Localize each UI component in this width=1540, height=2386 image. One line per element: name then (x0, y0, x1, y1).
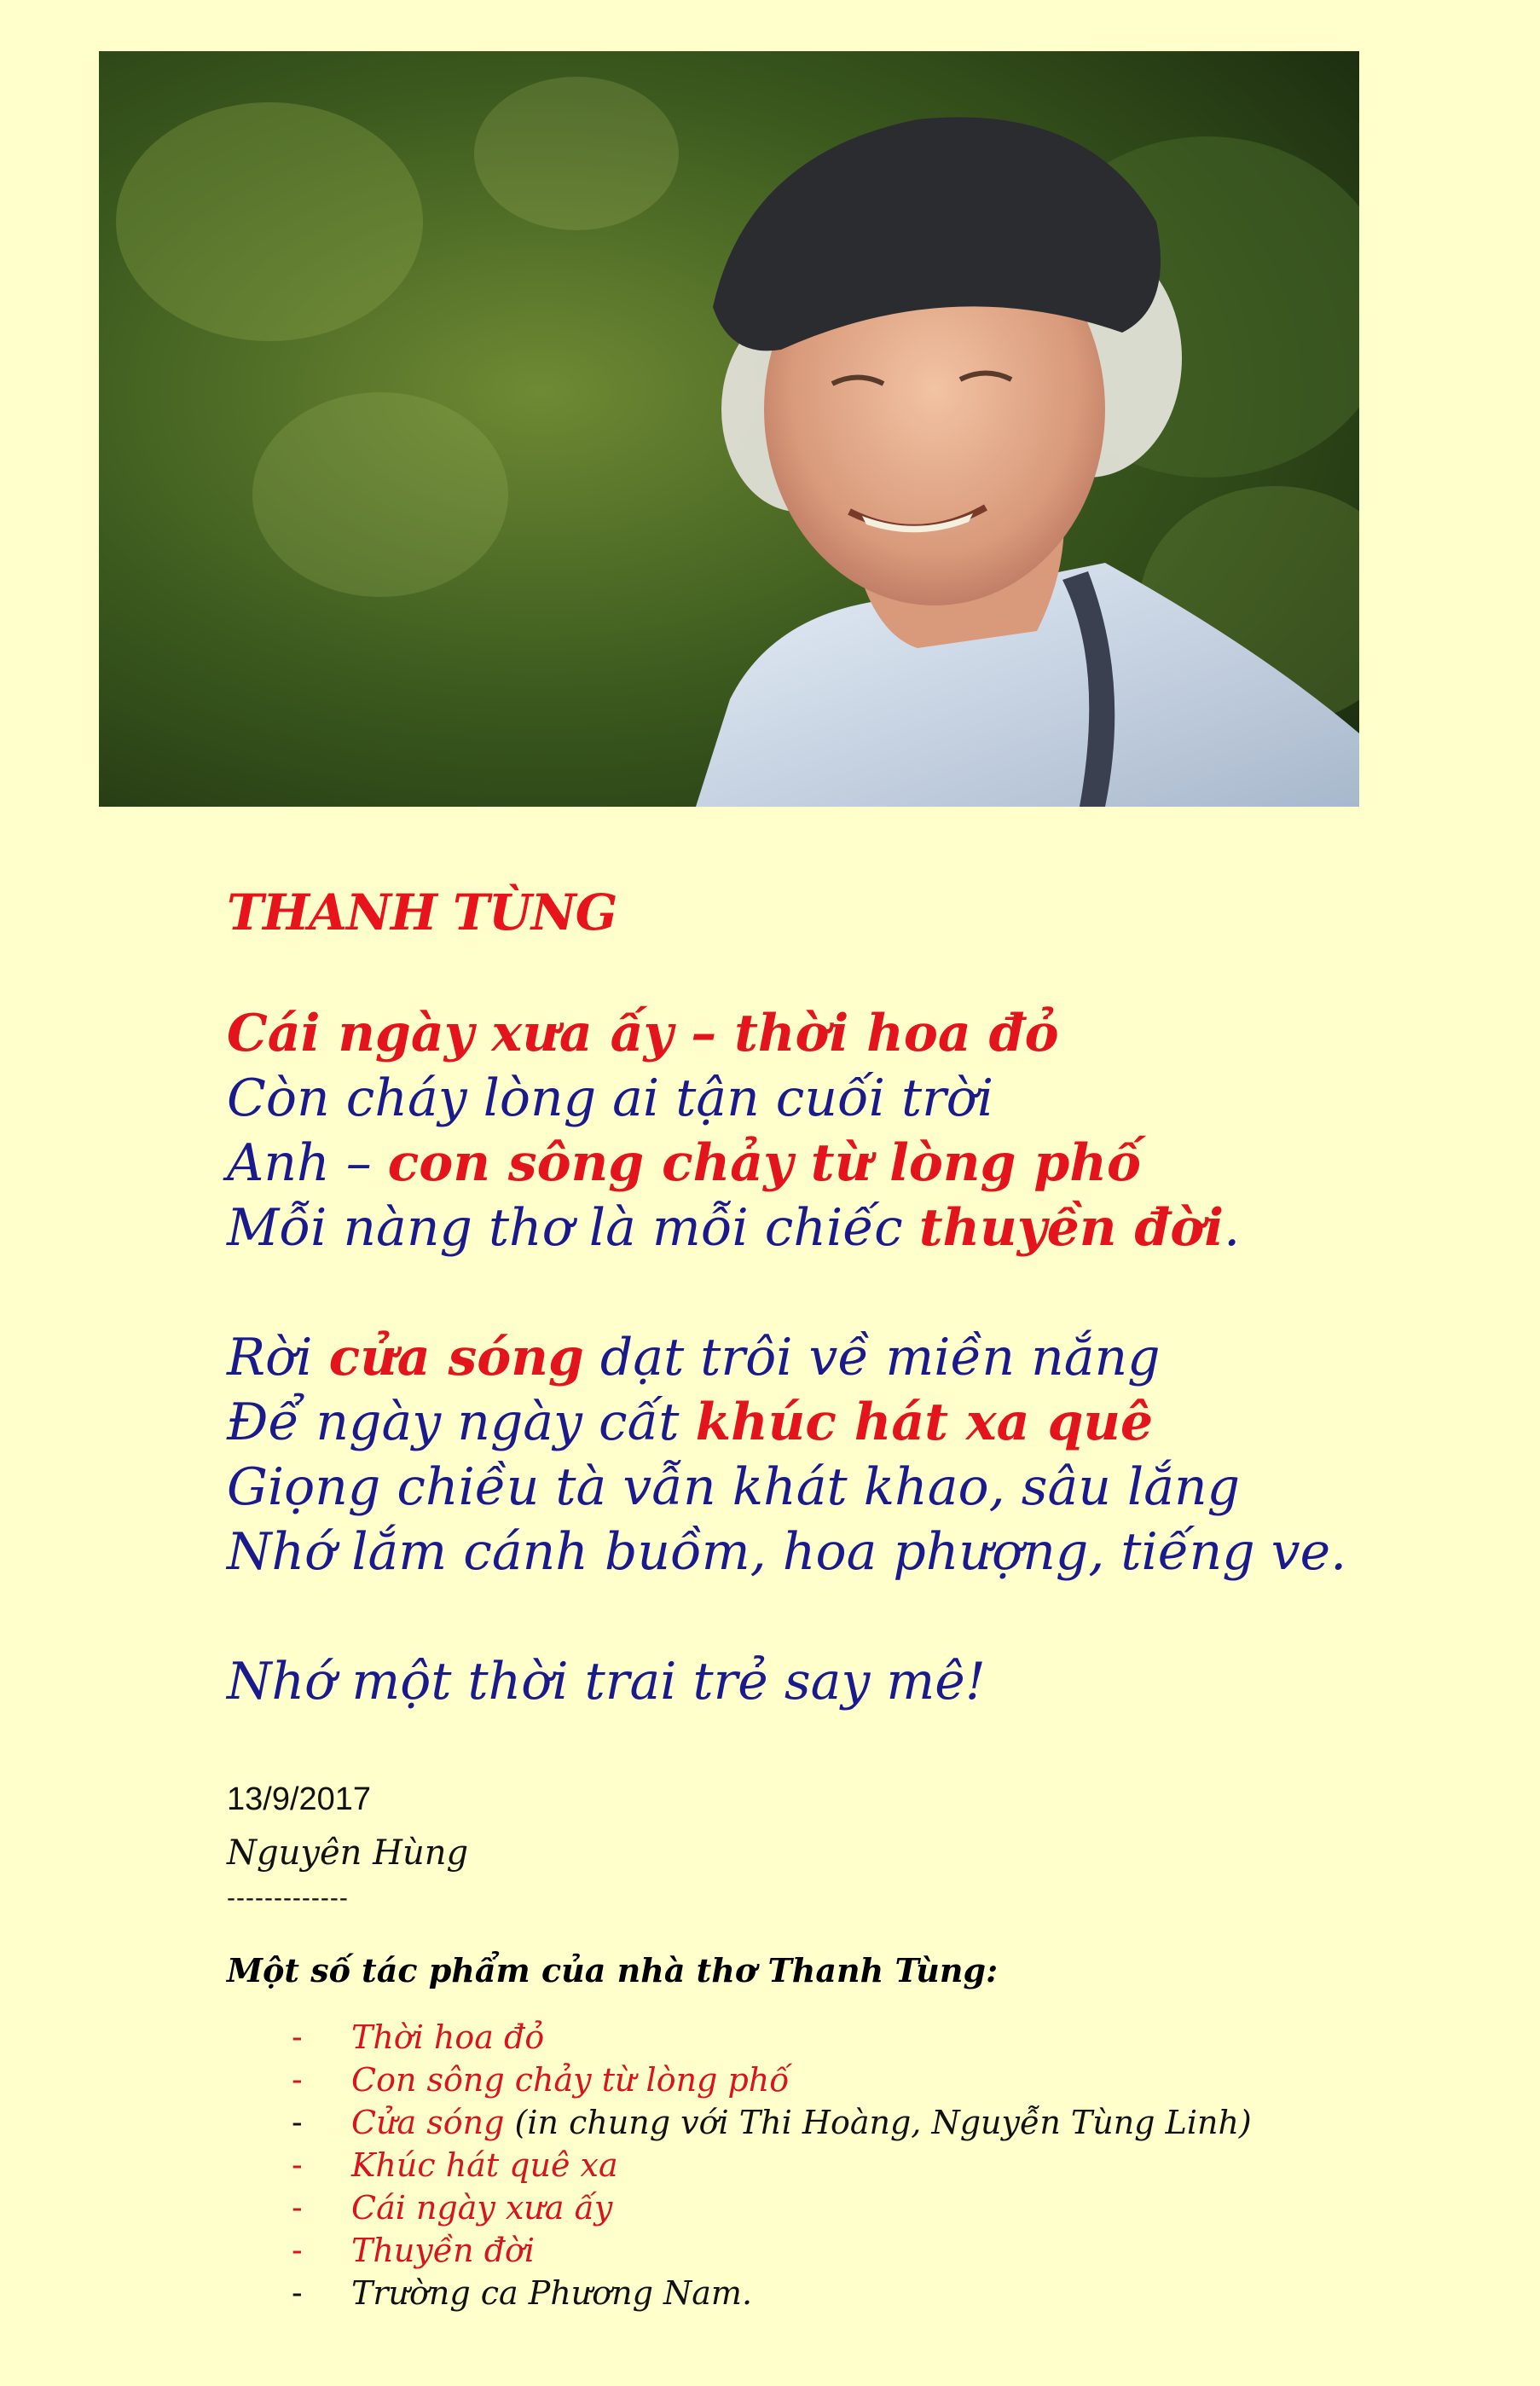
work-title: Con sông chảy từ lòng phố (351, 2061, 790, 2099)
list-item (292, 2059, 1472, 2101)
poem-date: 13/9/2017 (227, 1781, 372, 1817)
verse-text: Mỗi nàng thơ là mỗi chiếc (227, 1198, 919, 1258)
work-title: Trường ca Phương Nam. (351, 2274, 753, 2312)
highlight-text: con sông chảy từ lòng phố (387, 1133, 1141, 1193)
verse-text: Còn cháy lòng ai tận cuối trời (227, 1068, 994, 1128)
list-item (292, 2101, 1472, 2144)
poem-line (227, 1196, 1472, 1260)
list-item (292, 2229, 1472, 2272)
verse-text: Để ngày ngày cất (227, 1393, 696, 1452)
portrait-photo (99, 51, 1359, 807)
list-item (292, 2016, 1472, 2059)
bullet-dash: - (292, 2147, 303, 2183)
verse-text: Giọng chiều tà vẫn khát khao, sâu lắng (227, 1457, 1241, 1517)
poem-line (227, 1325, 1472, 1390)
stanza-gap (227, 1584, 1472, 1649)
poem-line (227, 1520, 1472, 1584)
poem-author: Nguyên Hùng (227, 1833, 469, 1873)
list-item (292, 2272, 1472, 2314)
poem-line (227, 1455, 1472, 1520)
bullet-dash: - (292, 2190, 303, 2226)
bullet-dash: - (292, 2233, 303, 2268)
verse-text: Nhớ một thời trai trẻ say mê! (227, 1652, 986, 1711)
bullet-dash: - (292, 2275, 303, 2311)
work-title: Thuyền đời (351, 2232, 536, 2269)
article-content (227, 870, 1472, 2314)
verse-text: . (1224, 1198, 1241, 1258)
poem-line (227, 1131, 1472, 1196)
highlight-text: Cái ngày xưa ấy – thời hoa đỏ (227, 1004, 1059, 1063)
verse-text: dạt trôi về miền nắng (583, 1328, 1161, 1387)
verse-text: Nhớ lắm cánh buồm, hoa phượng, tiếng ve. (227, 1522, 1347, 1582)
works-heading: Một số tác phẩm của nhà thơ Thanh Tùng: (227, 1951, 999, 1989)
poem-line (227, 1001, 1472, 1066)
list-item (292, 2144, 1472, 2186)
separator: ------------- (227, 1884, 349, 1912)
works-list (292, 2016, 1472, 2314)
verse-text: Anh – (227, 1133, 388, 1193)
poem-line (227, 1066, 1472, 1131)
poem-title: THANH TÙNG (227, 883, 617, 941)
work-title: Cửa sóng (351, 2104, 505, 2141)
work-note: (in chung với Thi Hoàng, Nguyễn Tùng Linh) (504, 2104, 1252, 2141)
poem (227, 1001, 1472, 1714)
poem-line (227, 1649, 1472, 1714)
stanza-gap (227, 1260, 1472, 1325)
bullet-dash: - (292, 2105, 303, 2140)
list-item (292, 2186, 1472, 2229)
work-title: Cái ngày xưa ấy (351, 2189, 613, 2227)
bullet-dash: - (292, 2019, 303, 2055)
highlight-text: thuyền đời (918, 1198, 1224, 1258)
work-title: Khúc hát quê xa (351, 2146, 618, 2184)
verse-text: Rời (227, 1328, 329, 1387)
highlight-text: cửa sóng (328, 1328, 584, 1387)
work-title: Thời hoa đỏ (351, 2018, 545, 2056)
bullet-dash: - (292, 2062, 303, 2098)
poem-line (227, 1390, 1472, 1455)
highlight-text: khúc hát xa quê (695, 1393, 1154, 1452)
